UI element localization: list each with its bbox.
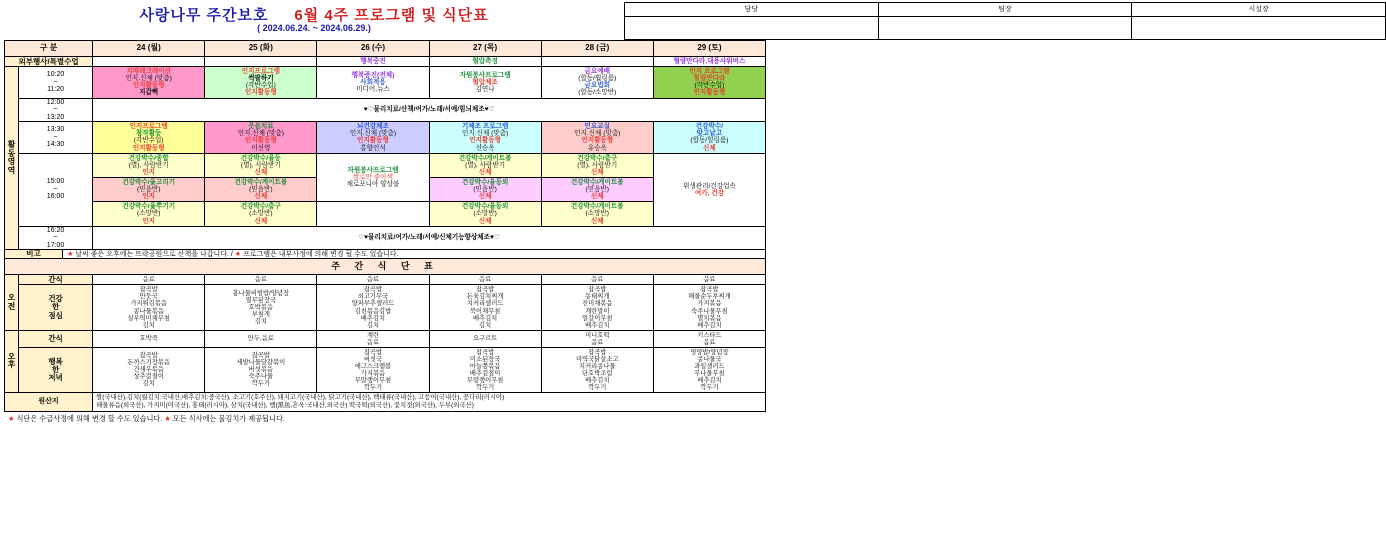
program-line: (믿음반) xyxy=(585,186,610,194)
program-cell xyxy=(205,177,317,201)
col-header-day-2: 26 (수) xyxy=(317,41,429,57)
meal-cell: 영양밥/양념장 콩나물국 과일샐러드 무나물무침 배추김치 깍두기 xyxy=(653,347,765,392)
program-line: 금요법회 xyxy=(584,82,610,90)
program-line: 김연나 xyxy=(475,85,495,93)
schedule-row xyxy=(5,98,766,122)
program-line: 인지.신체 (맞춤) xyxy=(237,130,284,138)
title-month: 6월 4주 프로그램 및 식단표 xyxy=(294,7,489,25)
meal-cell: 잡곡밥 동태찌개 진미채볶음 계란말이 얼갈이무침 배추김치 xyxy=(541,285,653,330)
document-header xyxy=(4,2,1269,40)
remark-text: ★ 날씨 좋은 오후에는 뜨락공원으로 산책을 나갑니다. / ★ 프로그램은 내부사정에 의해 변경 될 수도 있습니다. xyxy=(63,250,766,259)
special-class-row xyxy=(5,57,766,67)
program-line: 창작활동 xyxy=(135,130,162,138)
program-cell xyxy=(429,177,541,201)
program-line: (별), 사람받기 xyxy=(465,161,506,169)
col-header-day-5: 29 (토) xyxy=(653,41,765,57)
program-line: 기체조 프로그램 xyxy=(461,123,509,131)
program-cell xyxy=(205,202,317,226)
program-cell xyxy=(205,153,317,177)
program-line: 민요교실 xyxy=(584,123,610,131)
program-cell xyxy=(429,202,541,226)
footer-note: ★ 식단은 수급사정에 의해 변경 할 수도 있습니다. ★ 모든 식사에는 물김치가 제공됩니다. xyxy=(8,414,285,424)
program-line: 홍향인석 xyxy=(360,144,386,152)
special-cell-5: 혈량만다라,대용샤워버스 xyxy=(653,57,765,67)
program-cell xyxy=(541,153,653,177)
program-line: 자원봉사프로그램 xyxy=(459,71,511,79)
program-line: 인지활동형 xyxy=(581,137,614,145)
program-cell xyxy=(429,67,541,98)
program-cell xyxy=(317,202,429,226)
remark-label: 비고 xyxy=(5,250,63,259)
schedule-row xyxy=(5,122,766,153)
program-line: (소망반) xyxy=(136,210,161,218)
program-line: 인지활동형 xyxy=(132,82,165,90)
sign-label-director: 시설장 xyxy=(1132,3,1386,17)
program-line: 건강박수/윷뿌기기 xyxy=(122,203,176,211)
program-line: 썩팔하기 xyxy=(248,75,274,83)
meal-row xyxy=(5,285,766,330)
meal-row xyxy=(5,275,766,285)
program-cell xyxy=(317,153,429,202)
program-line: 행복증진(전체) xyxy=(351,71,395,79)
program-line: 인지활동형 xyxy=(357,137,389,145)
program-line: 유승옥 xyxy=(587,144,607,152)
program-line: 이선영 xyxy=(251,144,271,152)
merged-activity-cell: ♥♡물리치료/산책/여가/노래/서예/힘늬체조♥♡ xyxy=(93,98,766,122)
program-line: 인지 xyxy=(142,217,156,225)
meal-row-label: 간식 xyxy=(19,330,93,347)
activity-area-label: 활 동 영 역 xyxy=(5,67,19,250)
title-daterange: ( 2024.06.24. ~ 2024.06.29.) xyxy=(257,23,371,34)
schedule-row xyxy=(5,67,766,98)
meal-row-label: 행복 한 저녁 xyxy=(19,347,93,392)
program-line: (합동/힐링룸) xyxy=(690,137,729,145)
program-line: 채로포니아 양상블 xyxy=(346,181,400,188)
meal-cell: 잡곡밥 만둣국 가지튀김볶음 콩나물볶음 실무역미채무침 김치 xyxy=(93,285,205,330)
program-cell xyxy=(541,67,653,98)
program-line: 신체 xyxy=(590,217,604,225)
meal-cell: 미니호떡 음료 xyxy=(541,330,653,347)
special-cell-0 xyxy=(93,57,205,67)
meal-cell: 호박죽 xyxy=(93,330,205,347)
program-line: 지갑뻑 xyxy=(139,89,159,97)
program-line: 건강박수/게이트볼 xyxy=(234,178,288,186)
program-line: (소망반) xyxy=(585,210,610,218)
program-cell xyxy=(93,67,205,98)
program-line: 건강박수/춤구 xyxy=(240,203,281,211)
program-line: (각반수업) xyxy=(694,82,725,90)
program-cell xyxy=(653,122,765,153)
program-line: 여가, 건강 xyxy=(694,189,724,197)
sign-box-staff[interactable] xyxy=(625,17,879,40)
sign-box-team[interactable] xyxy=(878,17,1132,40)
col-header-day-3: 27 (목) xyxy=(429,41,541,57)
origin-text: 쌀(국내산),김치(월김치:국내산,배추김치:중국산), 소고기(호주산), 돼지고기(국내산), 닭고기(국내산), 백태류(국내산), 고등어(국내산), 꽁다리(러시아) 해물류음(외국산), 가지미(미국산), 홍태(러시아), 삼치(국내산), 뱀(黑鱼,흔욱:국내산,외국산) 떡국떡(외국산), 꽃치젓(외국산), 두부(외국산) xyxy=(93,393,766,412)
program-line: (별), 사람받기 xyxy=(240,161,281,169)
program-line: 인지.신체 (맞춤) xyxy=(125,75,172,83)
program-line: (소망반) xyxy=(249,210,273,218)
origin-row xyxy=(5,393,766,412)
program-line: (별), 사람받기 xyxy=(128,161,169,169)
program-line: (합동/훨링룸) xyxy=(578,75,617,83)
program-line: 자원봉사프로그램 xyxy=(347,166,399,174)
program-cell xyxy=(653,67,765,98)
meal-cell: 만두,음료 xyxy=(205,330,317,347)
program-cell xyxy=(93,122,205,153)
page-title xyxy=(4,8,624,24)
meal-cell: 잡곡밥 돈까스기장볶음 건새우볶음 상추겉절이 김치 xyxy=(93,347,205,392)
program-line: 선승옥 xyxy=(475,144,495,152)
program-cell xyxy=(205,122,317,153)
meal-row xyxy=(5,330,766,347)
special-row-label: 외부행사/특별수업 xyxy=(5,57,93,67)
time-slot-label: 10:20 ~ 11:20 xyxy=(19,67,93,98)
program-cell xyxy=(541,177,653,201)
program-line: 인지활동형 xyxy=(244,89,277,97)
col-header-label: 구 분 xyxy=(5,41,93,57)
col-header-day-0: 24 (월) xyxy=(93,41,205,57)
meal-period-pm: 오 후 xyxy=(5,330,19,392)
origin-label: 원산지 xyxy=(5,393,93,412)
program-line: 인지.신체 (맞춤) xyxy=(574,130,621,138)
program-line: (믿음반) xyxy=(249,186,273,194)
program-cell xyxy=(93,202,205,226)
program-line: 인지활동형 xyxy=(132,144,165,152)
program-cell xyxy=(93,153,205,177)
program-line: 치매레크레이션 xyxy=(126,68,171,76)
program-cell xyxy=(205,67,317,98)
program-line: 건강박수/율동외 xyxy=(461,203,509,211)
meal-cell: 음료 xyxy=(541,275,653,285)
program-line: 인지.신체 (맞춤) xyxy=(349,130,397,138)
meal-cell: 잡곡밥 해물순두부찌개 가지볶음 숙주나물무침 멸치볶음 배추김치 xyxy=(653,285,765,330)
program-cell xyxy=(317,122,429,153)
program-line: 건강박수/ xyxy=(695,123,724,131)
meal-cell: 잡곡밥 쇠고기무국 양파부추샐러드 김친볶음김밥 배추김치 김치 xyxy=(317,285,429,330)
program-line: 신체 xyxy=(478,217,492,225)
program-line: 건강박수/종합 xyxy=(128,154,169,162)
program-line: 맞고낱고 xyxy=(696,130,723,138)
meal-cell: 잡곡밥 돈육김치찌개 치커리셀러드 북어채무침 배추김치 김치 xyxy=(429,285,541,330)
program-line: 사회적응 xyxy=(360,78,386,86)
program-cell xyxy=(317,67,429,98)
program-line: 신체 xyxy=(254,193,268,201)
program-line: 웃음치료 xyxy=(248,123,274,131)
meal-row-label: 간식 xyxy=(19,275,93,285)
sign-label-staff: 담당 xyxy=(625,3,879,17)
program-line: 신체 xyxy=(478,193,492,201)
program-line: 건강박수/춤구 xyxy=(577,154,618,162)
program-cell xyxy=(429,153,541,177)
program-line: 건강박수/율동 xyxy=(240,154,281,162)
meal-cell: 홍나물비빔밥/양념장 열무된장국 호박볶음 부침개 김치 xyxy=(205,285,317,330)
sign-label-team: 팀장 xyxy=(878,3,1132,17)
program-line: 인지 xyxy=(142,168,156,176)
program-line: (합동/소망반) xyxy=(578,89,617,97)
meal-row xyxy=(5,347,766,392)
program-cell xyxy=(93,177,205,201)
program-line: 신체 xyxy=(254,168,268,176)
meal-cell: 잡곡밥 미소된장국 마늘쫑볶음 배추겉절이 무말랭이무침 깍두기 xyxy=(429,347,541,392)
time-slot-label: 13:30 ~ 14:30 xyxy=(19,122,93,153)
program-line: (각반수업) xyxy=(245,82,276,90)
program-line: 위생관리/건강업속 xyxy=(683,182,736,190)
program-line: 신체 xyxy=(703,144,716,152)
program-line: 인지활동형 xyxy=(244,137,277,145)
table-header-row xyxy=(5,41,766,57)
time-slot-label: 15:00 ~ 16:00 xyxy=(19,153,93,226)
program-line: 건강박수/게이트볼 xyxy=(570,203,624,211)
signature-block xyxy=(624,2,1386,40)
special-cell-4 xyxy=(541,57,653,67)
program-line: 뇌건강체조 xyxy=(357,123,389,131)
program-line: 인지.신체 (맞춤) xyxy=(461,130,509,138)
schedule-row xyxy=(5,153,766,177)
program-line: 신체 xyxy=(590,193,604,201)
program-line: 건강박수/게이트볼 xyxy=(570,178,624,186)
program-line: 신체 xyxy=(590,168,604,176)
title-main: 사랑나무 주간보호 xyxy=(139,7,269,25)
merged-activity-cell: ♡♥물리치료/여가/노래/서예/신체기능향상체조♥♡ xyxy=(93,226,766,250)
meal-period-am: 오 전 xyxy=(5,275,19,330)
meal-cell: 음료 xyxy=(429,275,541,285)
time-slot-label: 16:20 ~ 17:00 xyxy=(19,226,93,250)
time-slot-label: 12:00 ~ 13:20 xyxy=(19,98,93,122)
program-line: 신체 xyxy=(478,168,492,176)
program-cell xyxy=(429,122,541,153)
program-line: 인지활동형 xyxy=(469,137,502,145)
meal-cell: 요구르트 xyxy=(429,330,541,347)
program-schedule-table xyxy=(4,40,766,412)
schedule-row xyxy=(5,202,766,226)
remark-row xyxy=(5,250,766,259)
meal-cell: 음료 xyxy=(317,275,429,285)
program-line: 인지활동형 xyxy=(693,89,726,97)
col-header-day-4: 28 (금) xyxy=(541,41,653,57)
program-line: 인지 xyxy=(142,193,156,201)
program-line: 건강박수/율동외 xyxy=(461,178,509,186)
program-line: 금요예배 xyxy=(584,68,610,76)
meal-cell: 음료 xyxy=(93,275,205,285)
program-line: 신체 xyxy=(254,217,268,225)
program-line: (별), 사람받기 xyxy=(577,161,618,169)
meal-cell: 계란 음료 xyxy=(317,330,429,347)
program-line: (믿음반) xyxy=(473,186,497,194)
meal-cell: 잡곡밥 버섯국 애그스크램블 가지볶음 무말랭이무침 깍두기 xyxy=(317,347,429,392)
program-line: 인지프로그램 xyxy=(129,123,168,131)
meal-cell: 잡곡밥 세발나물달걀볶이 버섯볶음 숙주나물 깍두기 xyxy=(205,347,317,392)
meal-cell: 키스타드 음료 xyxy=(653,330,765,347)
col-header-day-1: 25 (화) xyxy=(205,41,317,57)
schedule-row xyxy=(5,226,766,250)
program-line: (소망반) xyxy=(473,210,497,218)
special-cell-3: 혈압측정 xyxy=(429,57,541,67)
program-line: (각반수업) xyxy=(133,137,164,145)
program-line: 미디어,뉴스 xyxy=(356,85,390,93)
meal-title-row xyxy=(5,259,766,275)
program-line: 인지 프로그램 xyxy=(689,68,730,76)
program-line: (믿음반) xyxy=(136,186,161,194)
program-line: 인지프로그램 xyxy=(241,68,280,76)
program-cell xyxy=(653,153,765,226)
program-cell xyxy=(541,202,653,226)
sign-box-director[interactable] xyxy=(1132,17,1386,40)
program-line: 쌀로만 좋아색 xyxy=(352,173,393,181)
program-line: 건강박수/윷고리기 xyxy=(122,178,176,186)
program-cell xyxy=(541,122,653,153)
special-cell-2: 행복중진 xyxy=(317,57,429,67)
meal-row-label: 건강 한 점심 xyxy=(19,285,93,330)
meal-table-title: 주 간 식 단 표 xyxy=(5,259,766,275)
program-line: 혈압체조 xyxy=(472,78,498,86)
meal-cell: 잡곡밥 미역국닭살소고 치커리콩나물 단호박조림 배추김치 깍두기 xyxy=(541,347,653,392)
special-cell-1 xyxy=(205,57,317,67)
meal-cell: 음료 xyxy=(653,275,765,285)
program-line: 건강박수/게이트볼 xyxy=(458,154,512,162)
meal-cell: 음료 xyxy=(205,275,317,285)
program-line: 힐링만다라 xyxy=(693,75,726,83)
